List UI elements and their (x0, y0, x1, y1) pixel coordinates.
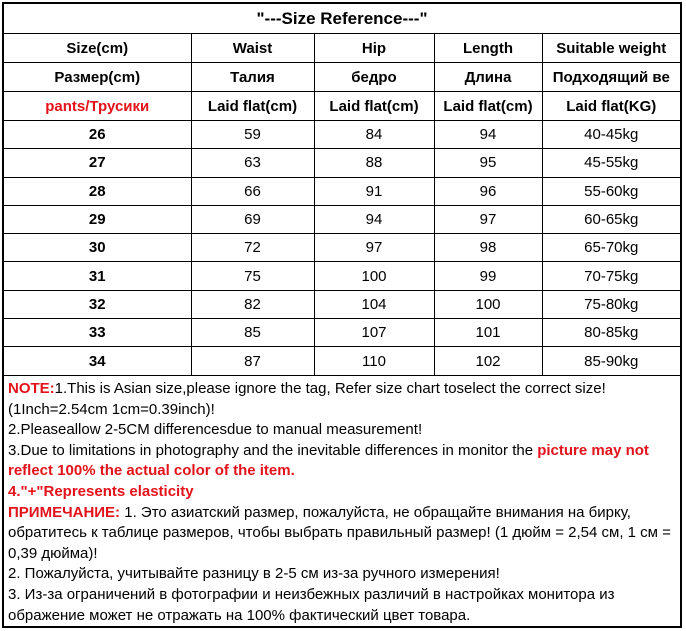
header-cell: Laid flat(cm) (191, 92, 314, 121)
value-cell: 97 (314, 234, 434, 262)
note-4: 4."+"Represents elasticity (8, 482, 194, 500)
ru-note-3: 3. Из-за ограничений в фотографии и неизбежных различий в настройках монитора из ображение может не отражать на 100% фактический цвет товара. (8, 585, 615, 624)
value-cell: 101 (434, 319, 542, 347)
value-cell: 107 (314, 319, 434, 347)
value-cell: 100 (434, 290, 542, 318)
value-cell: 87 (191, 347, 314, 375)
note-2: 2.Pleaseallow 2-5CM differencesdue to manual measurement! (8, 421, 423, 439)
value-cell: 82 (191, 290, 314, 318)
value-cell: 66 (191, 177, 314, 205)
header-cell: Laid flat(KG) (542, 92, 680, 121)
size-table (4, 34, 680, 376)
size-cell: 29 (4, 205, 191, 233)
size-cell: 28 (4, 177, 191, 205)
note-text: 1.This is Asian size,please ignore the tag, Refer size chart toselect the correct size!(1Inch=2.54cm 1cm=0.39inch)! (8, 380, 606, 418)
header-cell: Подходящий ве (542, 63, 680, 92)
note-label: NOTE: (8, 380, 55, 397)
value-cell: 102 (434, 347, 542, 375)
value-cell: 55-60kg (542, 177, 680, 205)
header-cell: Hip (314, 34, 434, 63)
note-3 (8, 441, 676, 482)
note-1 (8, 379, 676, 420)
ru-note-2: 2. Пожалуйста, учитывайте разницу в 2-5 см из-за ручного измерения! (8, 565, 500, 583)
header-cell: Размер(cm) (4, 63, 191, 92)
size-cell: 27 (4, 149, 191, 177)
header-cell: Length (434, 34, 542, 63)
header-cell: Талия (191, 63, 314, 92)
notes-section (8, 379, 676, 626)
table-row (4, 121, 680, 149)
header-cell: бедро (314, 63, 434, 92)
value-cell: 80-85kg (542, 319, 680, 347)
header-cell: Laid flat(cm) (314, 92, 434, 121)
value-cell: 98 (434, 234, 542, 262)
header-row-english (4, 34, 680, 63)
value-cell: 91 (314, 177, 434, 205)
table-row (4, 205, 680, 233)
value-cell: 59 (191, 121, 314, 149)
value-cell: 110 (314, 347, 434, 375)
value-cell: 99 (434, 262, 542, 290)
size-cell: 31 (4, 262, 191, 290)
value-cell: 100 (314, 262, 434, 290)
table-row (4, 347, 680, 375)
value-cell: 94 (434, 121, 542, 149)
header-row-units (4, 92, 680, 121)
value-cell: 75-80kg (542, 290, 680, 318)
header-cell: Laid flat(cm) (434, 92, 542, 121)
pants-label: pants/Трусики (4, 92, 191, 121)
size-cell: 33 (4, 319, 191, 347)
value-cell: 72 (191, 234, 314, 262)
value-cell: 88 (314, 149, 434, 177)
table-row (4, 290, 680, 318)
value-cell: 63 (191, 149, 314, 177)
header-cell: Длина (434, 63, 542, 92)
value-cell: 75 (191, 262, 314, 290)
header-cell: Size(cm) (4, 34, 191, 63)
size-cell: 30 (4, 234, 191, 262)
value-cell: 65-70kg (542, 234, 680, 262)
ru-note-label: ПРИМЕЧАНИЕ: (8, 503, 121, 521)
value-cell: 45-55kg (542, 149, 680, 177)
size-cell: 32 (4, 290, 191, 318)
ru-note-text: 1. Это азиатский размер, пожалуйста, не обращайте внимания на бирку, обратитесь к таблице размеров, чтобы выбрать правильный размер! (1 дюйм = 2,54 см, 1 см = 0,39 дюйма)! (8, 503, 671, 562)
value-cell: 85 (191, 319, 314, 347)
header-cell: Waist (191, 34, 314, 63)
note-text: 3.Due to limitations in photography and the inevitable differences in monitor the (8, 441, 538, 459)
header-cell: Suitable weight (542, 34, 680, 63)
value-cell: 69 (191, 205, 314, 233)
note-highlight: picture may not reflect 100% the actual color of the item. (8, 441, 649, 480)
value-cell: 95 (434, 149, 542, 177)
table-row (4, 319, 680, 347)
table-row (4, 234, 680, 262)
value-cell: 70-75kg (542, 262, 680, 290)
ru-note-1 (8, 503, 676, 565)
chart-title: "---Size Reference---" (4, 4, 680, 34)
value-cell: 85-90kg (542, 347, 680, 375)
table-row (4, 262, 680, 290)
value-cell: 96 (434, 177, 542, 205)
value-cell: 97 (434, 205, 542, 233)
value-cell: 94 (314, 205, 434, 233)
table-row (4, 177, 680, 205)
size-chart-sheet (2, 2, 682, 628)
size-cell: 26 (4, 121, 191, 149)
table-row (4, 149, 680, 177)
size-cell: 34 (4, 347, 191, 375)
value-cell: 60-65kg (542, 205, 680, 233)
value-cell: 84 (314, 121, 434, 149)
value-cell: 40-45kg (542, 121, 680, 149)
header-row-russian (4, 63, 680, 92)
value-cell: 104 (314, 290, 434, 318)
